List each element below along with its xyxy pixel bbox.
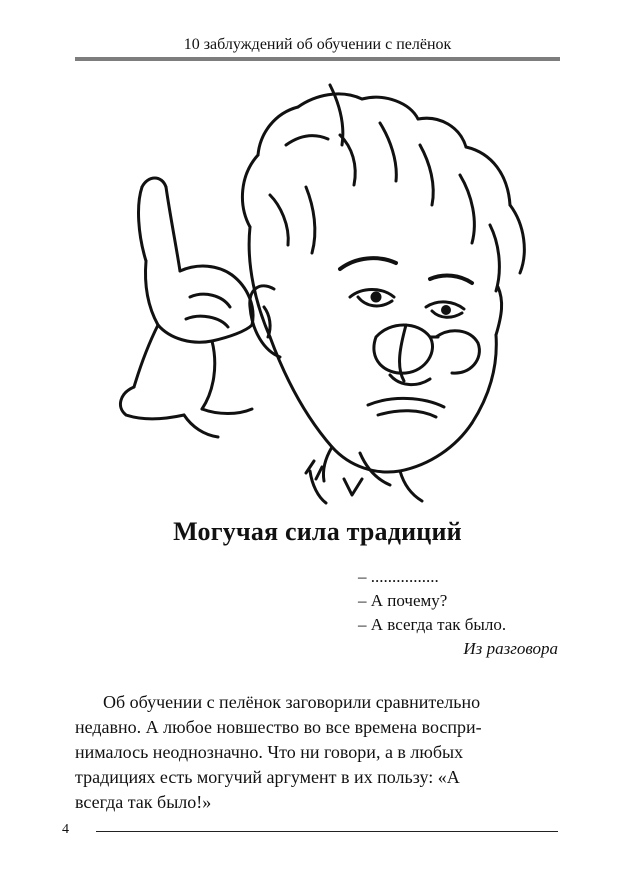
man-thinking-illustration (100, 75, 540, 505)
body-line: недавно. А любое новшество во все времена воспри- (75, 717, 482, 737)
body-line-text: Об обучении с пелёнок заговорили сравнительно (103, 692, 481, 712)
chapter-title: Могучая сила традиций (173, 517, 462, 546)
epigraph-source: Из разговора (463, 639, 558, 658)
body-paragraph (75, 690, 560, 815)
body-line: традициях есть могучий аргумент в их пользу: «А (75, 767, 460, 787)
epigraph (358, 565, 558, 661)
page-number: 4 (62, 822, 69, 837)
body-line: нималось неоднозначно. Что ни говори, а в любых (75, 742, 464, 762)
running-head: 10 заблуждений об обучении с пелёнок (183, 36, 452, 53)
footer-rule (96, 831, 558, 832)
epigraph-line: – ................ (358, 567, 439, 586)
body-line: всегда так было!» (75, 792, 212, 812)
body-line (75, 690, 560, 715)
header-rule (75, 57, 560, 61)
epigraph-line: – А почему? (358, 591, 448, 610)
epigraph-line: – А всегда так было. (358, 615, 507, 634)
